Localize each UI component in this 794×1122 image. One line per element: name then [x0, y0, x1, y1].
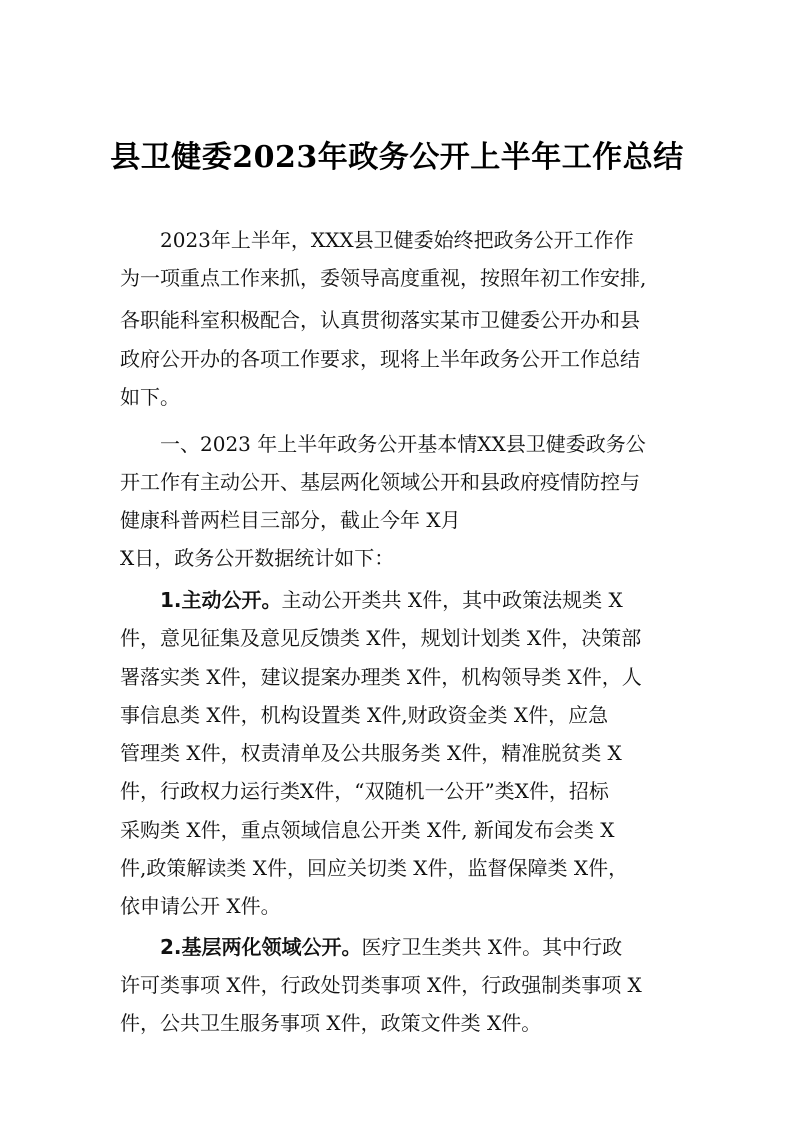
intro-line-2: 为一项重点工作来抓，委领导高度重视，按照年初工作安排, [120, 266, 647, 290]
item1-heading: 1.主动公开。 [160, 588, 282, 612]
item2-line-1: 医疗卫生类共 X件。其中行政 [361, 935, 623, 959]
item1-line-6: 件，行政权力运行类X件，“双随机一公开”类X件，招标 [120, 779, 609, 803]
section1-line-2: 开工作有主动公开、基层两化领域公开和县政府疫情防控与 [120, 470, 640, 494]
item1-line-2: 件，意见征集及意见反馈类 X件，规划计划类 X件，决策部 [120, 626, 642, 650]
item1-line-1: 主动公开类共 X件，其中政策法规类 X [281, 588, 623, 612]
item2-line-2: 许可类事项 X件，行政处罚类事项 X件，行政强制类事项 X [120, 973, 642, 997]
item1-line-9: 依申请公开 X件。 [120, 894, 281, 918]
item1-first-line [160, 588, 623, 612]
section1-line-3: 健康科普两栏目三部分，截止今年 X月 [120, 508, 461, 532]
item1-line-3: 署落实类 X件，建议提案办理类 X件，机构领导类 X件，人 [120, 665, 642, 689]
intro-line-5: 如下。 [120, 385, 180, 409]
item2-heading: 2.基层两化领域公开。 [160, 935, 362, 959]
section1-line-4: X日，政务公开数据统计如下： [120, 546, 395, 570]
item1-line-5: 管理类 X件，权责清单及公共服务类 X件，精准脱贫类 X [120, 741, 622, 765]
item2-line-3: 件，公共卫生服务事项 X件，政策文件类 X件。 [120, 1011, 542, 1035]
intro-line-4: 政府公开办的各项工作要求，现将上半年政务公开工作总结 [120, 347, 640, 371]
intro-line-3: 各职能科室积极配合，认真贯彻落实某市卫健委公开办和县 [120, 308, 640, 332]
intro-line-1: 2023年上半年，XXX县卫健委始终把政务公开工作作 [160, 228, 634, 252]
item1-line-7: 采购类 X件，重点领域信息公开类 X件, 新闻发布会类 X [120, 818, 615, 842]
document-title: 县卫健委2023年政务公开上半年工作总结 [110, 140, 684, 175]
item1-line-8: 件,政策解读类 X件，回应关切类 X件，监督保障类 X件， [120, 856, 629, 880]
item2-first-line [160, 935, 622, 959]
item1-line-4: 事信息类 X件，机构设置类 X件,财政资金类 X件，应急 [120, 703, 609, 727]
section1-line-1: 一、2023 年上半年政务公开基本情XX县卫健委政务公 [160, 432, 646, 456]
